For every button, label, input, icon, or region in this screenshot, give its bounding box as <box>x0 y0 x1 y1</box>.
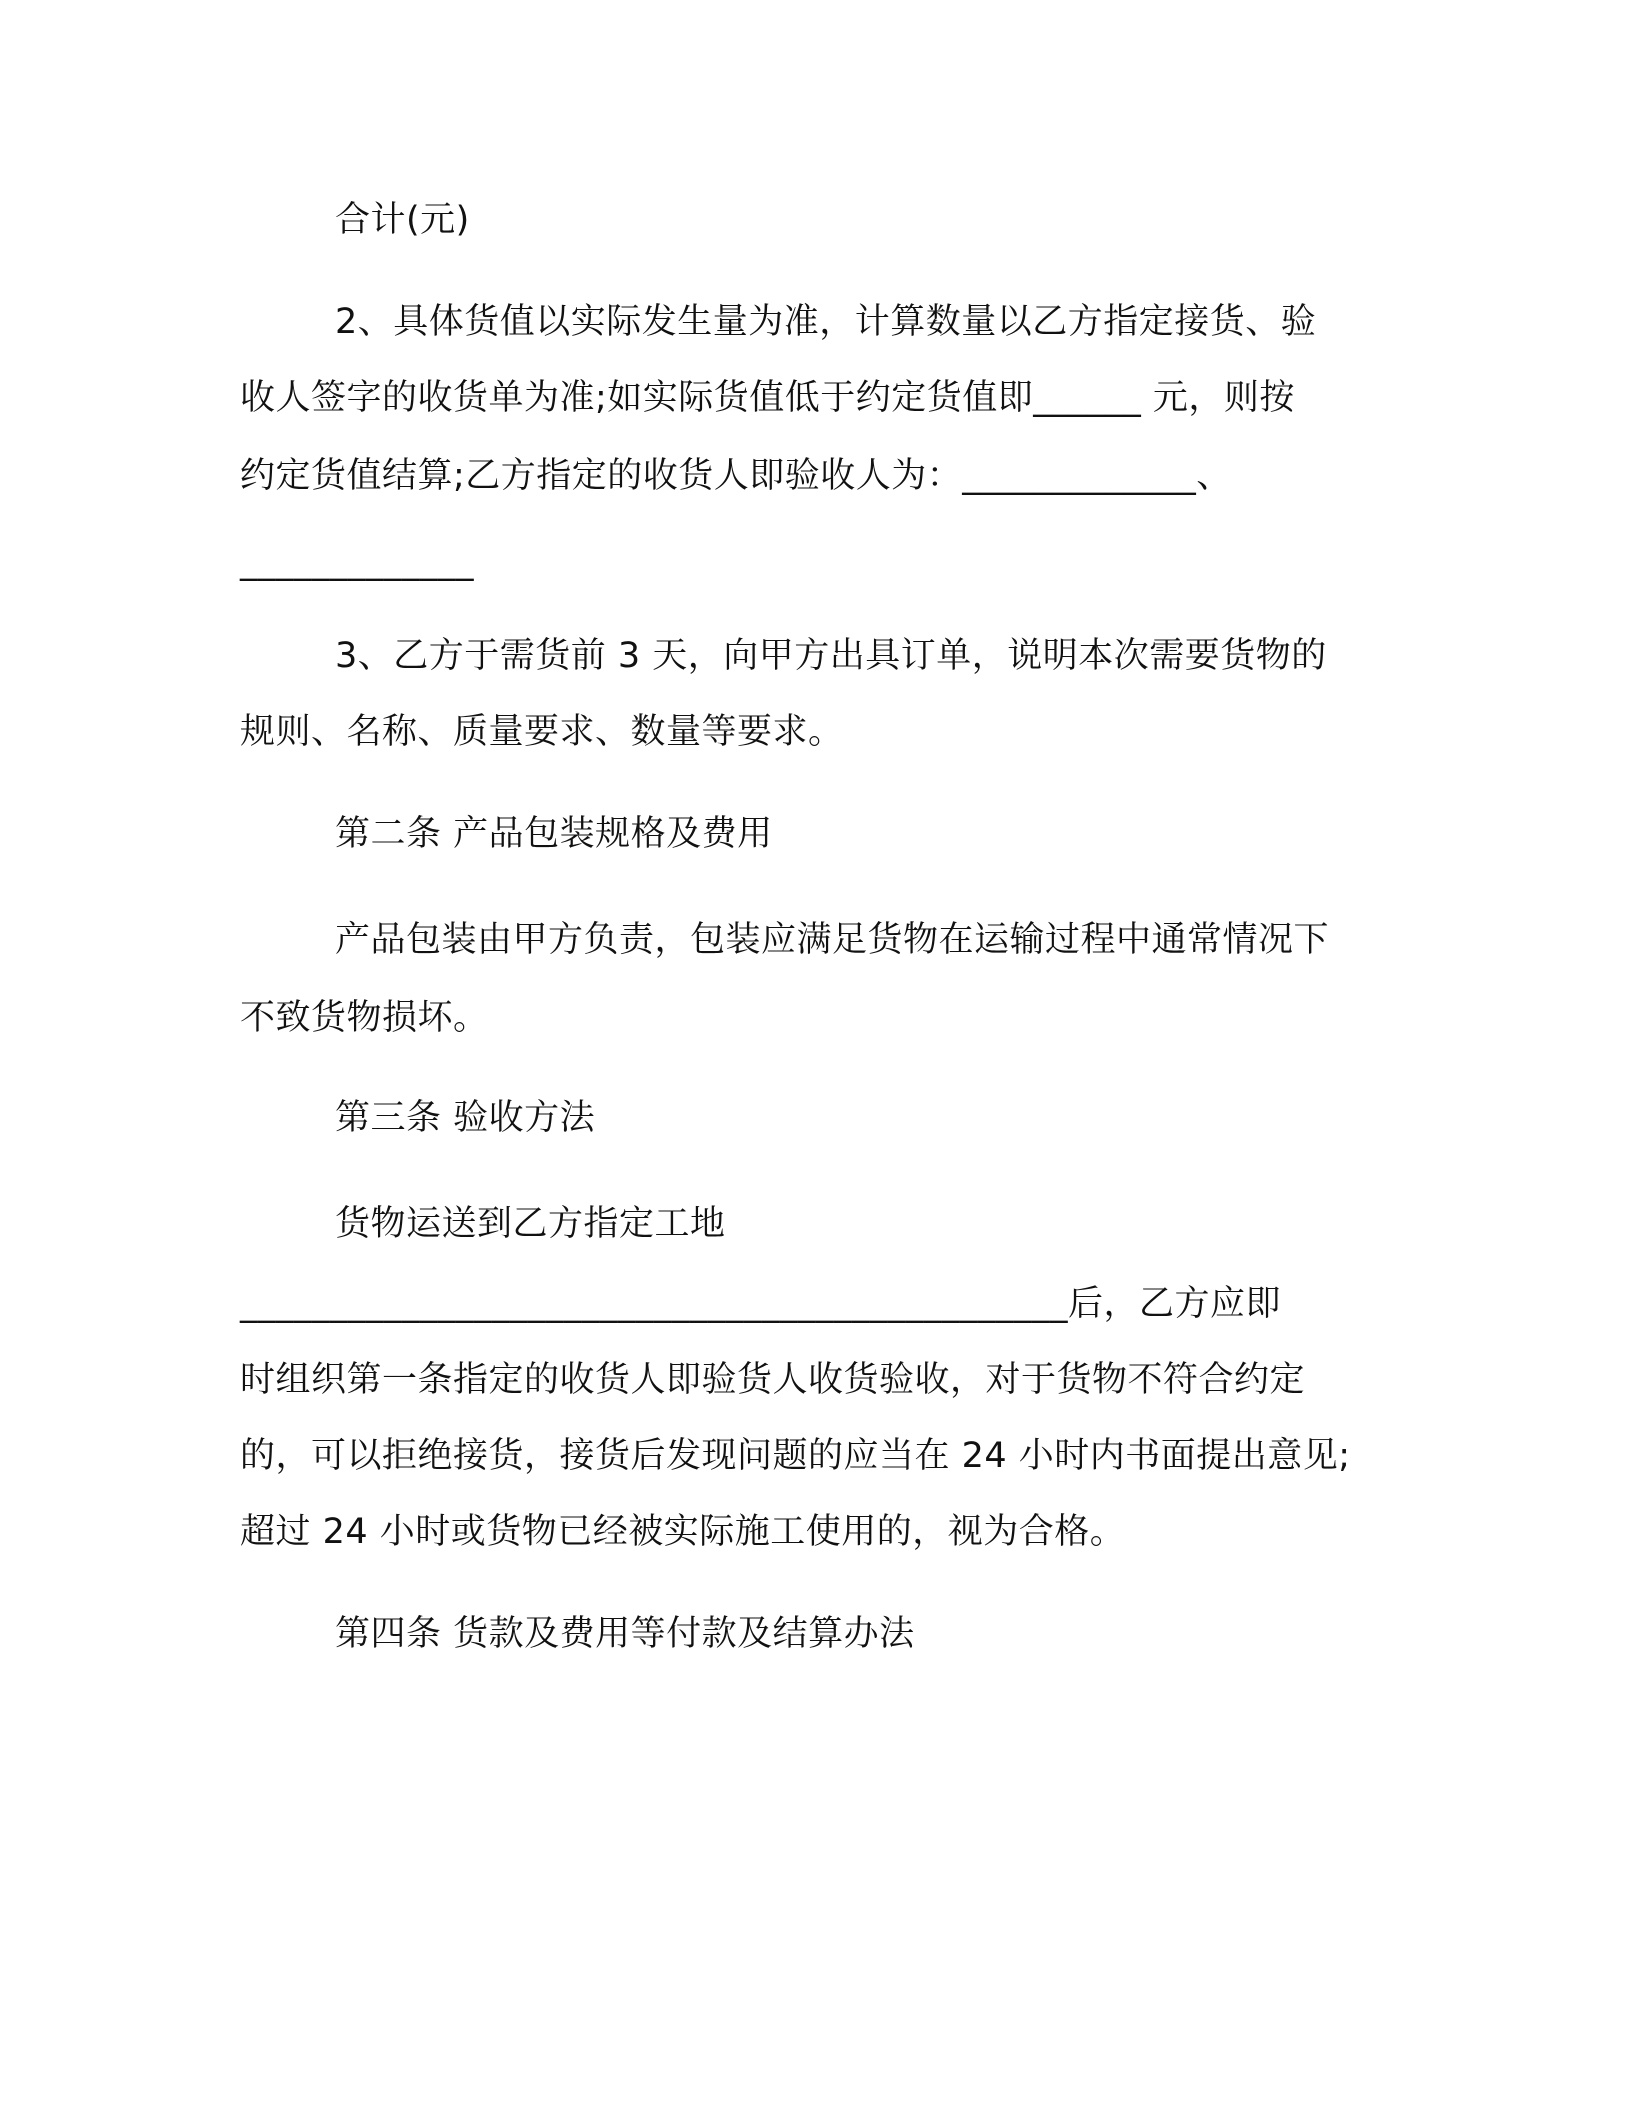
clause-2-line-2: 收人签字的收货单为准;如实际货值低于约定货值即______ 元，则按 <box>240 378 1295 418</box>
clause-2-line-1: 2、具体货值以实际发生量为准，计算数量以乙方指定接货、验 <box>335 302 1317 342</box>
clause-2-line-4: _____________ <box>240 542 474 582</box>
article-3-body-line-2: ______________________________________________后，乙方应即 <box>240 1284 1282 1324</box>
article-4-heading: 第四条 货款及费用等付款及结算办法 <box>335 1614 915 1654</box>
article-3-body-line-1: 货物运送到乙方指定工地 <box>335 1204 726 1244</box>
article-3-heading: 第三条 验收方法 <box>335 1098 596 1138</box>
clause-3-line-2: 规则、名称、质量要求、数量等要求。 <box>240 712 844 752</box>
article-2-heading: 第二条 产品包装规格及费用 <box>335 814 773 854</box>
clause-2-line-3: 约定货值结算;乙方指定的收货人即验收人为：_____________、 <box>240 456 1232 496</box>
clause-3-line-1: 3、乙方于需货前 3 天，向甲方出具订单，说明本次需要货物的 <box>335 636 1327 676</box>
total-label: 合计(元) <box>335 200 470 240</box>
article-3-body-line-4: 的，可以拒绝接货，接货后发现问题的应当在 24 小时内书面提出意见; <box>240 1436 1351 1476</box>
article-3-body-line-3: 时组织第一条指定的收货人即验货人收货验收，对于货物不符合约定 <box>240 1360 1306 1400</box>
article-2-body-line-2: 不致货物损坏。 <box>240 998 489 1038</box>
article-2-body-line-1: 产品包装由甲方负责，包装应满足货物在运输过程中通常情况下 <box>335 920 1330 960</box>
article-3-body-line-5: 超过 24 小时或货物已经被实际施工使用的，视为合格。 <box>240 1512 1126 1552</box>
